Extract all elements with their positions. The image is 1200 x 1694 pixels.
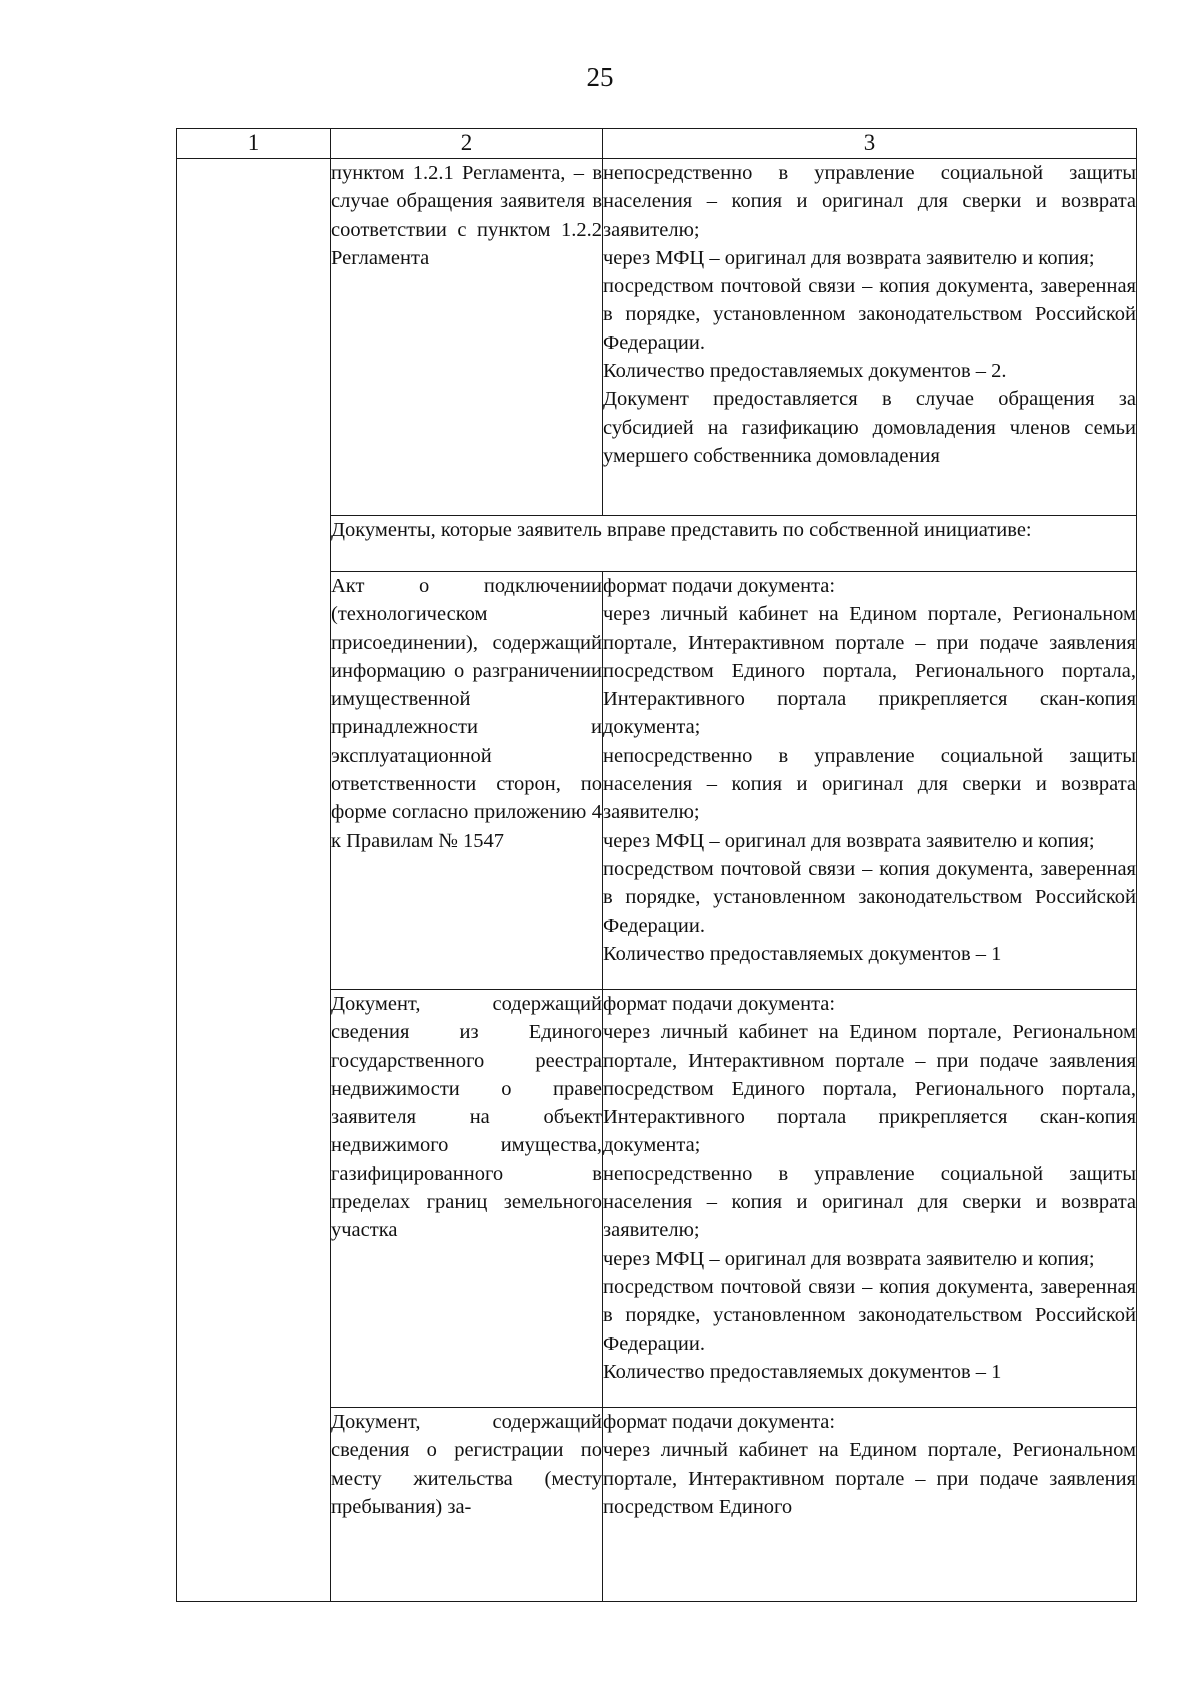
column-1-empty-cell [177,159,331,1602]
cell-paragraph: Документ предоставляется в случае обращения за субсидией на газификацию домовладения членов семьи умершего собственника домовладения [603,388,1136,467]
column-header-1: 1 [177,129,331,159]
cell-paragraph: непосредственно в управление социальной защиты населения – копия и оригинал для сверки и возврата заявителю; [603,1162,1136,1242]
cell-paragraph: через МФЦ – оригинал для возврата заявителю и копия; [603,1247,1095,1270]
cell-paragraph: через личный кабинет на Едином портале, Региональном портале, Интерактивном портале – при подаче заявления посредством Единого [603,1439,1136,1518]
document-name-cell: Документ, содержащий сведения из Единого государственного реестра недвижимости о праве заявителя на объект недвижимого имущества, газифицированного в пределах границ земельного участка [331,990,603,1408]
cell-paragraph: посредством почтовой связи – копия документа, заверенная в порядке, установленном законодательством Российской Федерации. [603,275,1136,354]
cell-paragraph: через МФЦ – оригинал для возврата заявителю и копия; [603,246,1095,269]
document-table [176,128,1137,1602]
submission-format-cell [603,990,1137,1408]
cell-paragraph: формат подачи документа: [603,575,836,597]
submission-format-cell [603,159,1137,516]
table-header-row [177,129,1137,159]
column-header-3: 3 [603,129,1137,159]
table-row [177,159,1137,516]
column-header-2: 2 [331,129,603,159]
cell-paragraph: Количество предоставляемых документов – 1 [603,942,1002,965]
cell-paragraph: формат подачи документа: [603,993,836,1015]
optional-documents-heading: Документы, которые заявитель вправе представить по собственной инициативе: [331,516,1137,572]
cell-paragraph: посредством почтовой связи – копия документа, заверенная в порядке, установленном законодательством Российской Федерации. [603,857,1136,937]
cell-paragraph: непосредственно в управление социальной защиты населения – копия и оригинал для сверки и возврата заявителю; [603,744,1136,824]
cell-paragraph: формат подачи документа: [603,1411,836,1433]
cell-paragraph: Количество предоставляемых документов – 1 [603,1360,1002,1383]
page-number: 25 [586,62,614,92]
submission-format-cell [603,1408,1137,1602]
cell-paragraph: Количество предоставляемых документов – 2. [603,360,1007,383]
submission-format-cell [603,572,1137,990]
document-name-cell: Акт о подключении (технологическом присоединении), содержащий информацию о разграничении имущественной принадлежности и эксплуатационной ответственности сторон, по форме согласно приложению 4 к Правилам № 1547 [331,572,603,990]
cell-paragraph: через МФЦ – оригинал для возврата заявителю и копия; [603,829,1095,852]
cell-paragraph: непосредственно в управление социальной защиты населения – копия и оригинал для сверки и возврата заявителю; [603,162,1136,241]
cell-paragraph: через личный кабинет на Едином портале, Региональном портале, Интерактивном портале – при подаче заявления посредством Единого портала, Регионального портала, Интерактивного портала прикрепляется скан-копия документа; [603,603,1136,739]
cell-paragraph: через личный кабинет на Едином портале, Региональном портале, Интерактивном портале – при подаче заявления посредством Единого портала, Регионального портала, Интерактивного портала прикрепляется скан-копия документа; [603,1021,1136,1157]
document-name-cell: пунктом 1.2.1 Регламента, – в случае обращения заявителя в соответствии с пунктом 1.2.2 Регламента [331,159,603,516]
document-name-cell: Документ, содержащий сведения о регистрации по месту жительства (месту пребывания) за- [331,1408,603,1602]
cell-paragraph: посредством почтовой связи – копия документа, заверенная в порядке, установленном законодательством Российской Федерации. [603,1275,1136,1355]
